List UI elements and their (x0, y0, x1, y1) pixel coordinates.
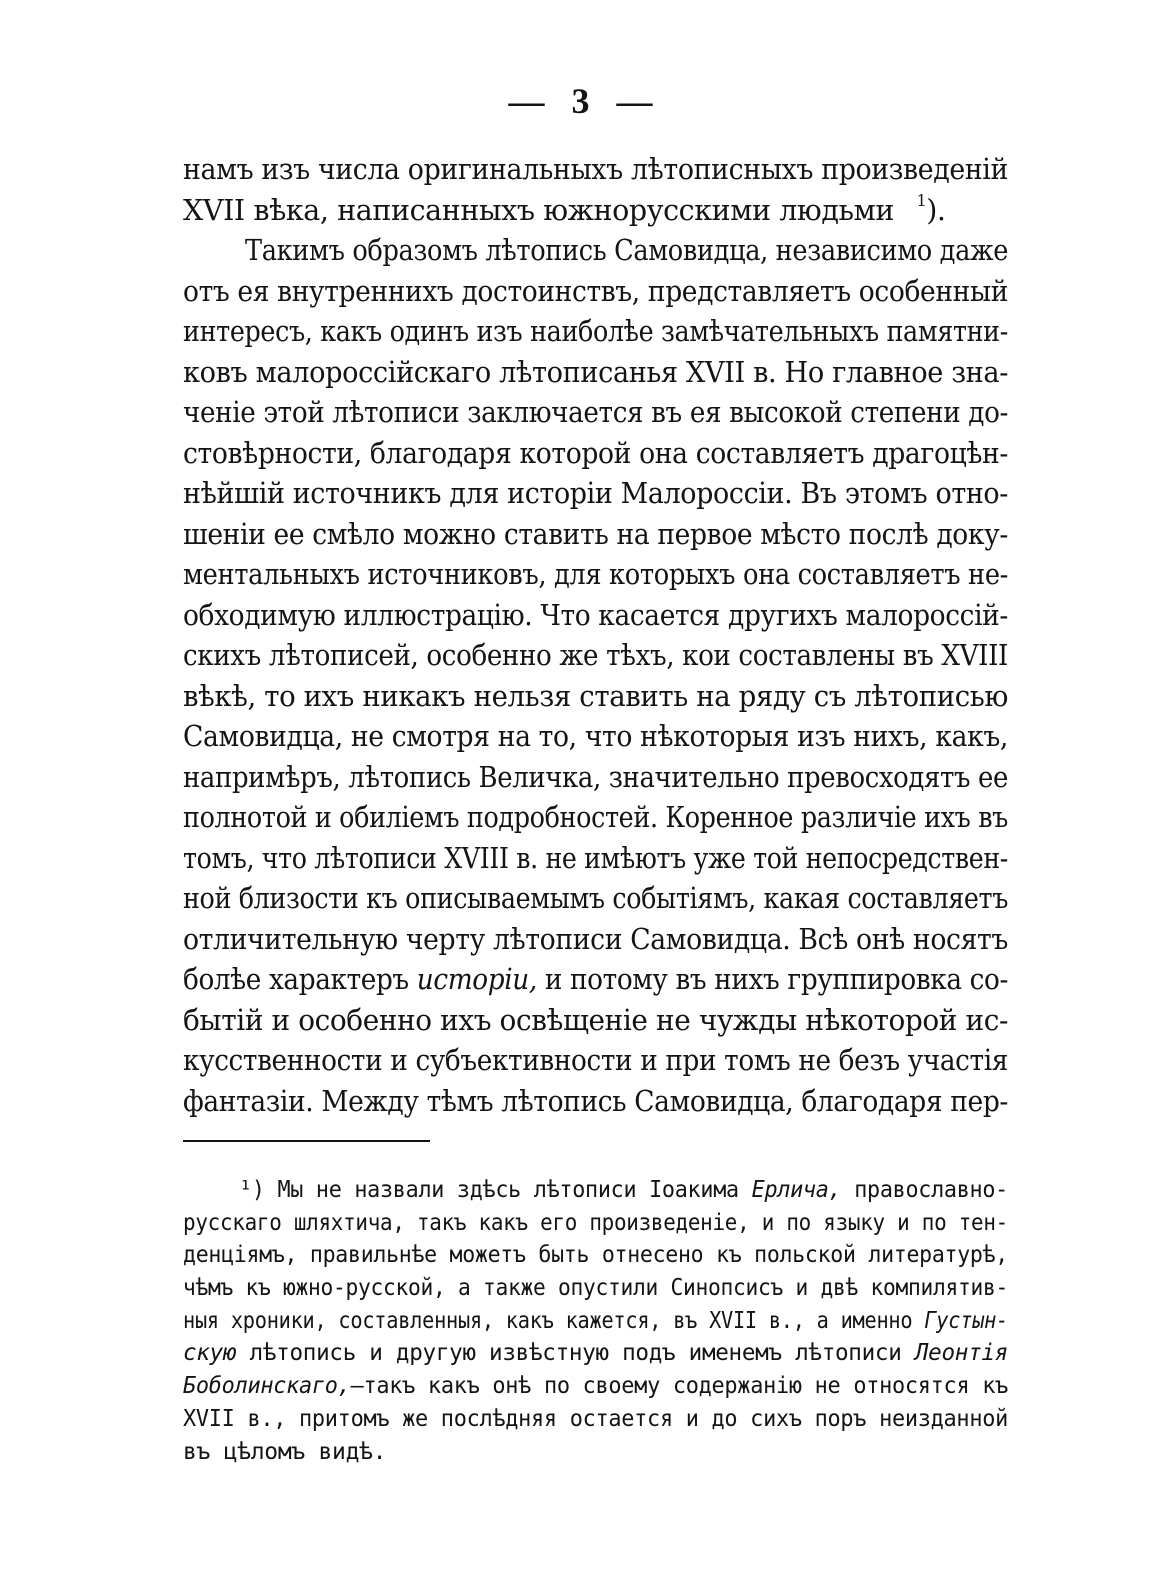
footnote-divider (183, 1140, 430, 1142)
text-line-content: скихъ лѣтописей, особенно же тѣхъ, кои составлены въ XVIII (183, 639, 1008, 672)
text-line-content: шенiи ее смѣло можно ставить на первое мѣсто послѣ доку- (183, 517, 1008, 551)
text-line-content: Самовидца, не смотря на то, что нѣкоторыя изъ нихъ, какъ, (183, 720, 1008, 753)
text-line-content: намъ изъ числа оригинальныхъ лѣтописныхъ произведенiй (183, 153, 1008, 186)
page-number: — 3 — (508, 81, 655, 121)
text-line-content: стовѣрности, благодаря которой она составляетъ драгоцѣн- (183, 436, 1008, 470)
text-line (183, 677, 1008, 718)
text-line (183, 555, 1008, 596)
text-line-content: нѣйшiй источникъ для исторiи Малороссiи. Въ этомъ отно- (183, 477, 1008, 510)
text-line (183, 515, 1008, 556)
text-line (183, 839, 1008, 880)
italic-name: скую (183, 1340, 237, 1367)
text-line-content: ченiе этой лѣтописи заключается въ ея высокой степени до- (183, 396, 1008, 429)
text-fragment: и потому въ нихъ группировка со- (544, 963, 1008, 996)
footnote-line (183, 1272, 1008, 1305)
main-text (183, 150, 1008, 1122)
text-line (183, 272, 1008, 313)
footnote-line-content: XVII в., притомъ же послѣдняя остается и до сихъ поръ неизданной (183, 1405, 1008, 1432)
text-line (183, 434, 1008, 475)
text-line (183, 596, 1008, 637)
footnote-line (183, 1403, 1008, 1436)
text-line-content: томъ, что лѣтописи XVIII в. не имѣютъ уже той непосредствен- (183, 841, 1008, 875)
text-line-content: ментальныхъ источниковъ, для которыхъ она составляетъ не- (183, 558, 1008, 591)
footnote-line-content: чѣмъ къ южно-русской, а также опустили Синопсисъ и двѣ компилятив- (183, 1275, 1008, 1302)
text-line (183, 636, 1008, 677)
footnote-line (183, 1174, 1008, 1207)
italic-name: Густын- (924, 1307, 1008, 1334)
text-line-content (183, 960, 1008, 1001)
footnote-line (183, 1370, 1008, 1403)
text-line (183, 1041, 1008, 1082)
text-line-content: ковъ малороссiйскаго лѣтописанья XVII в. Но главное зна- (183, 355, 1008, 389)
text-line-content: кусственности и субъективности и при томъ не безъ участiя (183, 1044, 1008, 1077)
text-line (183, 191, 1008, 232)
text-line (183, 353, 1008, 394)
footnote-line (183, 1239, 1008, 1272)
text-line (183, 474, 1008, 515)
footnote-line (183, 1436, 1008, 1469)
footnote-line-content (239, 1174, 1008, 1207)
text-line (183, 920, 1008, 961)
text-line-content: интересъ, какъ одинъ изъ наиболѣе замѣчательныхъ памятни- (183, 315, 1008, 348)
footnote-line (183, 1337, 1008, 1370)
text-line (183, 150, 1008, 191)
footnote-line-content: въ цѣломъ видѣ. (183, 1438, 387, 1465)
footnote-line-content: денцiямъ, правильнѣе можетъ быть отнесено къ польской литературѣ, (183, 1242, 1008, 1269)
text-fragment: православно- (854, 1177, 1008, 1203)
text-line-content: фантазiи. Между тѣмъ лѣтопись Самовидца, благодаря пер- (183, 1084, 1008, 1118)
footnote-line-content (183, 1337, 1008, 1370)
text-line (183, 393, 1008, 434)
footnote-line-content (183, 1305, 1008, 1338)
footnote (183, 1174, 1008, 1468)
text-line-content: отличительную черту лѣтописи Самовидца. Всѣ онѣ носятъ (183, 922, 1008, 956)
text-fragment: лѣтопись и другую извѣстную подъ именемъ лѣтописи (249, 1340, 902, 1367)
text-line (183, 879, 1008, 920)
text-line (183, 231, 1008, 272)
footnote-line (183, 1305, 1008, 1338)
italic-term: исторiи, (416, 963, 537, 996)
footnote-line-content: русскаго шляхтича, такъ какъ его произведенiе, и по языку и по тен- (183, 1209, 1008, 1236)
text-line (183, 1001, 1008, 1042)
text-fragment: XVII вѣка, написанныхъ южнорусскими людьми (183, 193, 894, 227)
italic-name: Боболинскаго, (183, 1373, 351, 1400)
text-line-content: ной близости къ описываемымъ событiямъ, какая составляетъ (183, 882, 1008, 915)
text-line (183, 312, 1008, 353)
text-line (183, 1082, 1008, 1123)
text-line-content: Такимъ образомъ лѣтопись Самовидца, независимо даже (245, 234, 1008, 267)
footnote-line (183, 1207, 1008, 1240)
italic-name: Леонтiя (914, 1340, 1008, 1367)
text-line-content: отъ ея внутреннихъ достоинствъ, представляетъ особенный (183, 274, 1008, 308)
text-line-content (183, 191, 960, 232)
text-fragment: Мы не назвали здѣсь лѣтописи Iоакима (277, 1177, 739, 1203)
text-line (183, 960, 1008, 1001)
footnote-reference: 1 (916, 190, 927, 210)
text-line-content: вѣкѣ, то ихъ никакъ нельзя ставить на ряду съ лѣтописью (183, 679, 1008, 713)
footnote-marker: ¹) (239, 1177, 265, 1203)
text-fragment: ). (926, 193, 946, 227)
text-line (183, 717, 1008, 758)
text-fragment: болѣе характеръ (183, 963, 409, 996)
text-line-content: бытiй и особенно ихъ освѣщенiе не чужды нѣкоторой ис- (183, 1003, 1008, 1037)
text-line-content: напримѣръ, лѣтопись Величка, значительно превосходятъ ее (183, 760, 1008, 794)
text-fragment: ныя хроники, составленныя, какъ кажется, въ XVII в., а именно (183, 1307, 913, 1334)
italic-name: Ерлича, (751, 1177, 842, 1203)
text-line (183, 798, 1008, 839)
text-line-content: полнотой и обилiемъ подробностей. Коренное различiе ихъ въ (183, 801, 1008, 834)
text-fragment: —такъ какъ онѣ по своему содержанiю не относятся къ (350, 1373, 1009, 1400)
text-line-content: обходимую иллюстрацiю. Что касается другихъ малороссiй- (183, 598, 1008, 632)
text-line (183, 758, 1008, 799)
footnote-line-content (183, 1370, 1008, 1403)
